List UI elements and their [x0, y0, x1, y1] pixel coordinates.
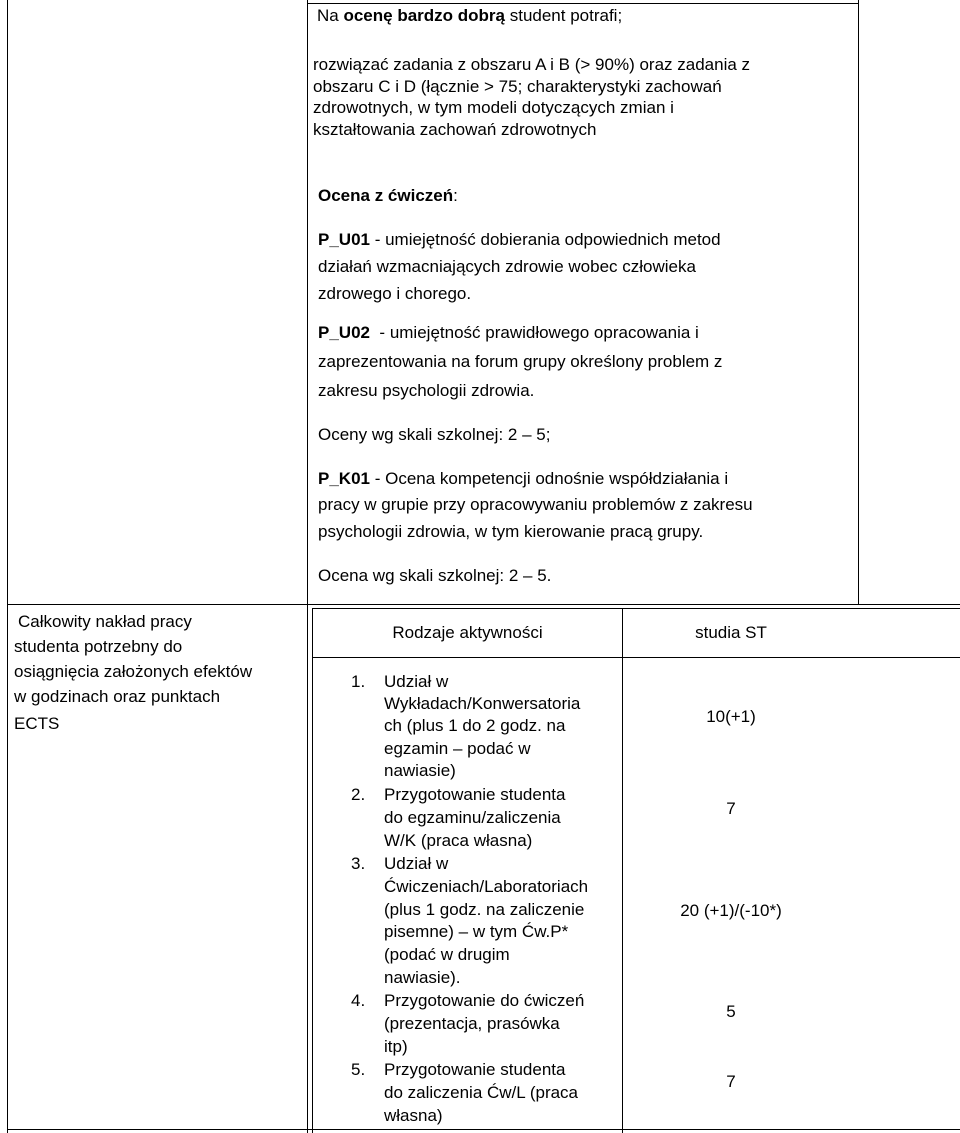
inner-table-middle	[622, 608, 623, 1133]
p-k01-code: P_K01	[318, 469, 370, 488]
activity-line: pisemne) – w tym Ćw.P*	[384, 922, 569, 941]
p-u02-line: zaprezentowania na forum grupy określony problem z	[318, 352, 723, 371]
activity-line: (prezentacja, prasówka	[384, 1014, 560, 1033]
p-u01-line: zdrowego i chorego.	[318, 284, 472, 303]
activity-line: (plus 1 godz. na zaliczenie	[384, 900, 585, 919]
table-row-divider	[7, 604, 960, 605]
activity-line: W/K (praca własna)	[384, 831, 533, 850]
activity-line: do egzaminu/zaliczenia	[384, 808, 561, 827]
inner-table-left	[312, 608, 313, 1133]
p-k01-text: - Ocena kompetencji odnośnie współdziałania i	[369, 469, 729, 488]
inner-table-top	[312, 608, 960, 609]
activity-number: 2.	[351, 785, 366, 804]
criteria-heading-prefix: Na	[317, 6, 344, 25]
table-border-bottom	[7, 1129, 960, 1130]
criteria-heading-suffix: student potrafi;	[505, 6, 623, 25]
activity-line: Ćwiczeniach/Laboratoriach	[384, 877, 589, 896]
activity-hours: 10(+1)	[706, 707, 756, 726]
table-border-top	[307, 3, 859, 4]
p-k01-line-1	[318, 468, 728, 491]
criteria-heading	[317, 5, 622, 27]
activity-line: (podać w drugim	[384, 945, 510, 964]
criteria-line: zdrowotnych, w tym modeli dotyczących zmian i	[313, 98, 674, 117]
criteria-line: obszaru C i D (łącznie > 75; charakterystyki zachowań	[313, 77, 722, 96]
ocena-cwiczen-heading-colon: :	[453, 186, 458, 205]
activity-line: nawiasie)	[384, 761, 456, 780]
activity-number: 5.	[351, 1060, 366, 1079]
p-k01-line: psychologii zdrowia, w tym kierowanie pracą grupy.	[318, 522, 704, 541]
naklad-label-line: osiągnięcia założonych efektów	[14, 662, 253, 681]
criteria-heading-bold: ocenę bardzo dobrą	[343, 6, 505, 25]
header-studia-st: studia ST	[695, 623, 767, 642]
activity-number: 1.	[351, 672, 366, 691]
naklad-label-line: studenta potrzebny do	[14, 637, 183, 656]
skala-ocen-2: Ocena wg skali szkolnej: 2 – 5.	[318, 566, 552, 585]
activity-line: nawiasie).	[384, 968, 461, 987]
activity-line: Udział w	[384, 672, 449, 691]
ocena-cwiczen-heading	[318, 185, 458, 207]
activity-hours: 7	[726, 799, 736, 818]
activity-line: Przygotowanie studenta	[384, 1060, 566, 1079]
activity-line: do zaliczenia Ćw/L (praca	[384, 1083, 579, 1102]
activity-hours: 5	[726, 1002, 736, 1021]
activity-line: Przygotowanie studenta	[384, 785, 566, 804]
skala-ocen-1: Oceny wg skali szkolnej: 2 – 5;	[318, 425, 551, 444]
naklad-label-line: Całkowity nakład pracy	[18, 612, 192, 631]
p-u01-code: P_U01	[318, 230, 370, 249]
activity-line: Udział w	[384, 854, 449, 873]
p-u01-line-1	[318, 229, 721, 252]
table-border-middle	[307, 0, 308, 1133]
inner-table-header-divider	[312, 657, 960, 658]
p-u01-line: działań wzmacniających zdrowie wobec człowieka	[318, 257, 696, 276]
activity-hours: 20 (+1)/(-10*)	[680, 901, 782, 920]
p-u02-code: P_U02	[318, 323, 370, 342]
naklad-label-line: ECTS	[14, 714, 60, 733]
p-u01-text: - umiejętność dobierania odpowiednich metod	[369, 230, 721, 249]
activity-line: ch (plus 1 do 2 godz. na	[384, 716, 566, 735]
p-u02-line-1	[318, 322, 699, 345]
p-u02-line: zakresu psychologii zdrowia.	[318, 381, 535, 400]
activity-hours: 7	[726, 1072, 736, 1091]
activity-line: egzamin – podać w	[384, 739, 531, 758]
activity-number: 4.	[351, 991, 366, 1010]
p-u02-text: - umiejętność prawidłowego opracowania i	[369, 323, 699, 342]
ocena-cwiczen-heading-text: Ocena z ćwiczeń	[318, 186, 454, 205]
activity-line: itp)	[384, 1037, 408, 1056]
naklad-label-line: w godzinach oraz punktach	[14, 687, 221, 706]
activity-line: Przygotowanie do ćwiczeń	[384, 991, 585, 1010]
table-border-right	[858, 0, 859, 605]
activity-line: Wykładach/Konwersatoria	[384, 694, 581, 713]
header-rodzaje-aktywnosci: Rodzaje aktywności	[392, 623, 543, 642]
activity-number: 3.	[351, 854, 366, 873]
activity-line: własna)	[384, 1106, 443, 1125]
p-k01-line: pracy w grupie przy opracowywaniu problemów z zakresu	[318, 495, 753, 514]
criteria-line: kształtowania zachowań zdrowotnych	[313, 120, 597, 139]
table-border-left	[7, 0, 8, 1133]
criteria-line: rozwiązać zadania z obszaru A i B (> 90%) oraz zadania z	[313, 55, 751, 74]
